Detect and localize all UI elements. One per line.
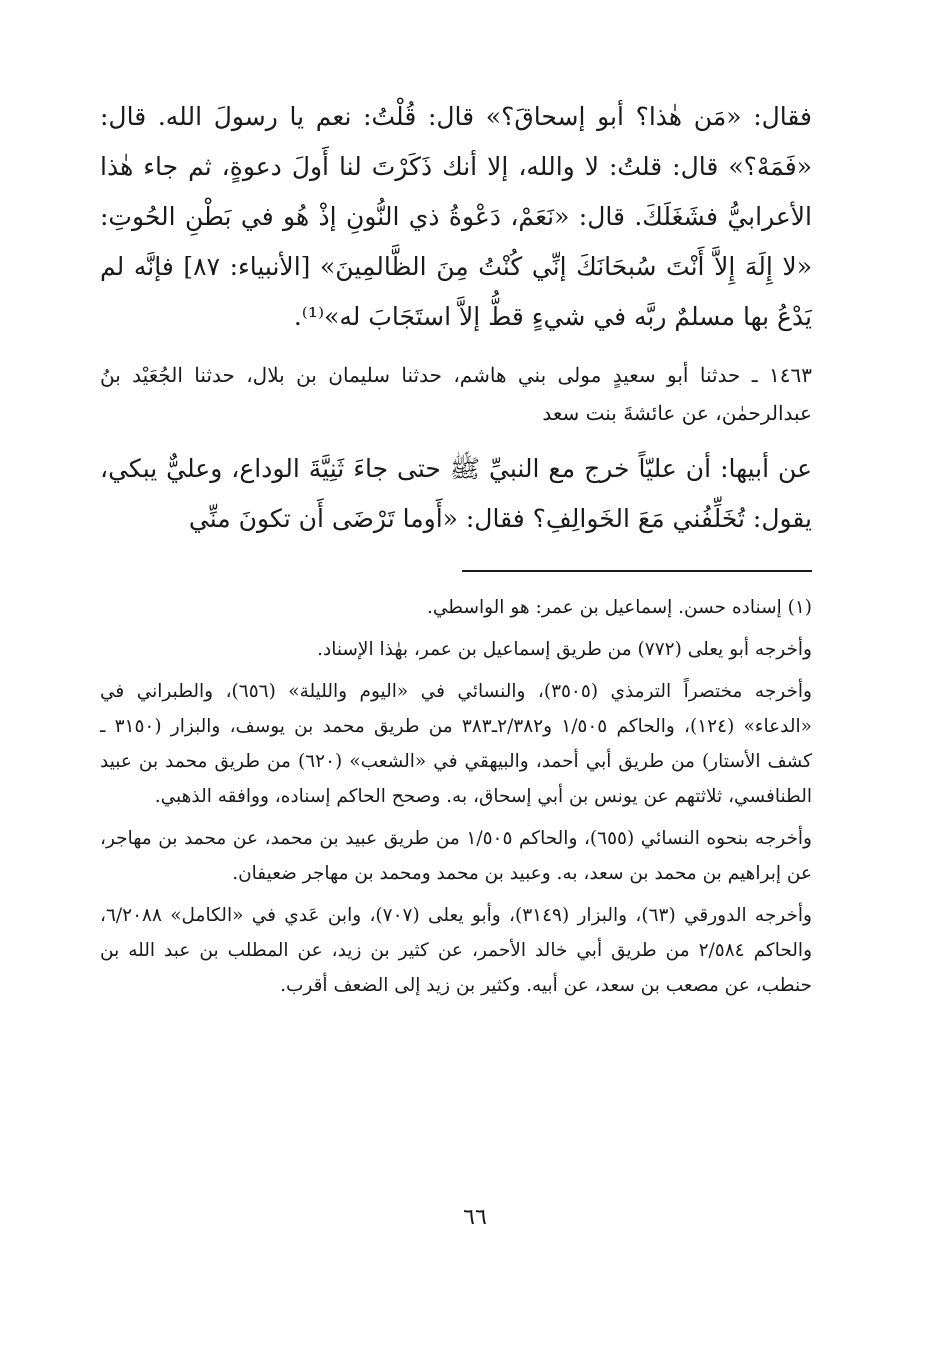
main-paragraph-1: فقال: «مَن هٰذا؟ أبو إسحاقَ؟» قال: قُلْتُ: نعم يا رسولَ الله. قال: «فَمَهْ؟» قال: قلتُ: لا والله، إلا أنك ذَكَرْتَ لنا أَولَ دعوةٍ، ثم جاء هٰذا الأعرابيُّ فشَغَلَكَ. قال: «نَعَمْ، دَعْوةُ ذي النُّونِ إذْ هُو في بَطْنِ الحُوتِ: «لا إِلَهَ إِلاَّ أَنْتَ سُبحَانَكَ إنِّي كُنْتُ مِنَ الظَّالمِينَ» [الأنبياء: ٨٧] فإنَّه لم يَدْعُ بها مسلمٌ ربَّه في شيءٍ قطُّ إلاَّ استَجَابَ له»⁽¹⁾. bbox=[100, 102, 812, 331]
footnote-2: وأخرجه أبو يعلى (٧٧٢) من طريق إسماعيل بن عمر، بهٰذا الإسناد. bbox=[317, 639, 812, 660]
footnote-divider bbox=[462, 570, 812, 572]
footnote-4: وأخرجه بنحوه النسائي (٦٥٥)، والحاكم ١/٥٠٥ من طريق عبيد بن محمد، عن محمد بن مهاجر، عن إبراهيم بن محمد بن سعد، به. وعبيد بن محمد ومحمد بن مهاجر ضعيفان. bbox=[100, 828, 812, 884]
footnotes bbox=[100, 590, 812, 1003]
footnote-5: وأخرجه الدورقي (٦٣)، والبزار (٣١٤٩)، وأبو يعلى (٧٠٧)، وابن عَدي في «الكامل» ٦/٢٠٨٨، والحاكم ٢/٥٨٤ من طريق أبي خالد الأحمر، عن كثير بن زيد، عن المطلب بن عبد الله بن حنطب، عن مصعب بن سعد، عن أبيه. وكثير بن زيد إلى الضعف أقرب. bbox=[100, 905, 813, 996]
page-number: ٦٦ bbox=[463, 1205, 487, 1230]
footnote-1: (١) إسناده حسن. إسماعيل بن عمر: هو الواسطي. bbox=[426, 597, 812, 618]
footnote-3: وأخرجه مختصراً الترمذي (٣٥٠٥)، والنسائي في «اليوم والليلة» (٦٥٦)، والطبراني في «الدعاء» (١٢٤)، والحاكم ١/٥٠٥ و٢/٣٨٢ـ٣٨٣ من طريق محمد بن يوسف، والبزار (٣١٥٠ ـ كشف الأستار) من طريق أبي أحمد، والبيهقي في «الشعب» (٦٢٠) من طريق محمد بن عبيد الطنافسي، ثلاثتهم عن يونس بن أبي إسحاق، به. وصحح الحاكم إسناده، ووافقه الذهبي. bbox=[100, 681, 812, 807]
main-paragraph-2: عن أبيها: أن عليّاً خرج مع النبيِّ ﷺ حتى جاءَ ثَنِيَّةَ الوداع، وعليٌّ يبكي، يقول: تُخَلِّفُني مَعَ الخَوالِفِ؟ فقال: «أَوما تَرْضَى أَن تكونَ منِّي bbox=[100, 454, 812, 533]
page-body bbox=[100, 92, 812, 1010]
hadith-header: ١٤٦٣ ـ حدثنا أبو سعيدٍ مولى بني هاشم، حدثنا سليمان بن بلال، حدثنا الجُعَيْد بنُ عبدالرحمٰن، عن عائشةَ بنت سعد bbox=[100, 363, 812, 425]
